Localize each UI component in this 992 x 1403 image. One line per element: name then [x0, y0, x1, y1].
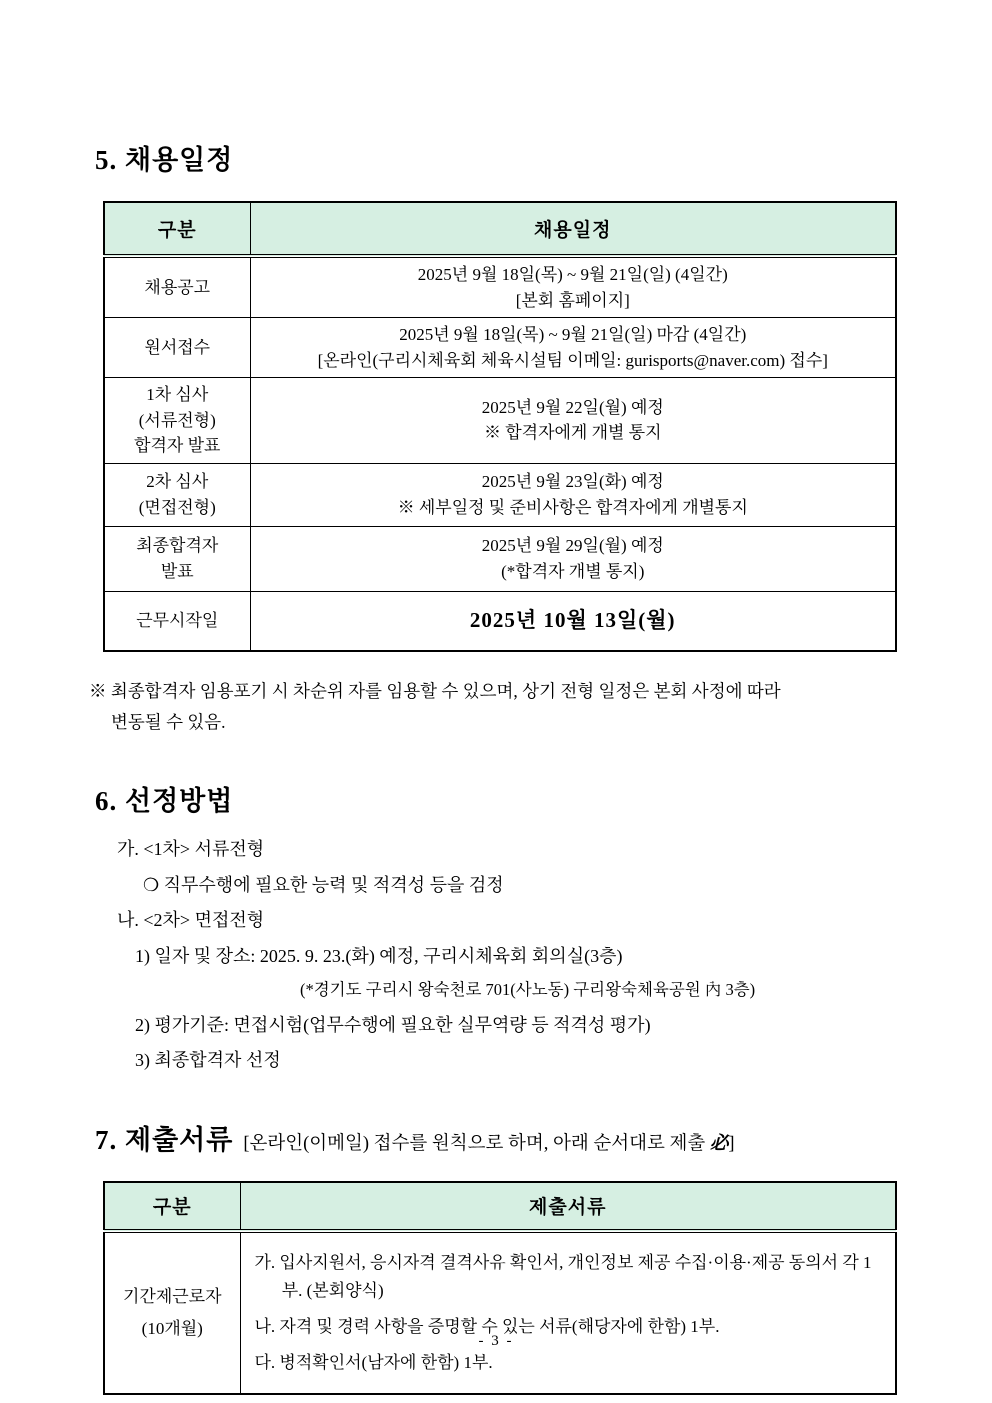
- table-header-row: [104, 202, 896, 256]
- row-label: 원서접수: [104, 318, 250, 378]
- recruitment-schedule-table: [103, 201, 897, 652]
- list-item: ❍ 직무수행에 필요한 능력 및 적격성 등을 검정: [143, 874, 504, 895]
- table-row: [104, 378, 896, 464]
- section6-title: 6. 선정방법: [95, 786, 234, 817]
- row-label: 근무시작일: [104, 591, 250, 651]
- list-item-address: (*경기도 구리시 왕숙천로 701(사노동) 구리왕숙체육공원 內 3층): [300, 980, 756, 1000]
- document-item: 가. 입사지원서, 응시자격 결격사유 확인서, 개인정보 제공 수집·이용·제공 동의서 각 1부. (본회양식): [254, 1252, 872, 1300]
- note-line: 변동될 수 있음.: [111, 711, 226, 732]
- column-header-documents: 제출서류: [240, 1182, 896, 1231]
- table-header-row: [104, 1182, 896, 1231]
- table-row: [104, 1231, 896, 1394]
- row-content: 2025년 9월 23일(화) 예정 ※ 세부일정 및 준비사항은 합격자에게 개별통지: [250, 463, 896, 526]
- table-row: [104, 256, 896, 318]
- section5-title: 5. 채용일정: [95, 145, 234, 175]
- row-label: 기간제근로자 (10개월): [104, 1231, 240, 1394]
- document-item: 나. 자격 및 경력 사항을 증명할 수 있는 서류(해당자에 한함) 1부.: [254, 1316, 720, 1336]
- list-item: 2) 평가기준: 면접시험(업무수행에 필요한 실무역량 등 적격성 평가): [135, 1014, 651, 1035]
- row-label: 2차 심사 (면접전형): [104, 463, 250, 526]
- row-content: 2025년 9월 29일(월) 예정 (*합격자 개별 통지): [250, 526, 896, 591]
- column-header-category: 구분: [104, 202, 250, 256]
- row-content: 2025년 9월 18일(목) ~ 9월 21일(일) 마감 (4일간) [온라인(구리시체육회 체육시설팀 이메일: gurisports@naver.com) 접수]: [250, 318, 896, 378]
- list-item: 3) 최종합격자 선정: [135, 1050, 281, 1071]
- list-item: 1) 일자 및 장소: 2025. 9. 23.(화) 예정, 구리시체육회 회의실(3층): [135, 945, 623, 966]
- column-header-schedule: 채용일정: [250, 202, 896, 256]
- row-label: 1차 심사 (서류전형) 합격자 발표: [104, 378, 250, 464]
- document-item: 다. 병적확인서(남자에 한함) 1부.: [254, 1353, 493, 1373]
- table-row: [104, 526, 896, 591]
- required-mark: 必: [709, 1133, 729, 1154]
- row-label: 채용공고: [104, 256, 250, 318]
- row-content: 2025년 9월 22일(월) 예정 ※ 합격자에게 개별 통지: [250, 378, 896, 464]
- row-content: 2025년 9월 18일(목) ~ 9월 21일(일) (4일간) [본회 홈페이지]: [250, 256, 896, 318]
- section7-title: 7. 제출서류: [95, 1124, 234, 1155]
- row-content: [240, 1231, 896, 1394]
- table-row: [104, 591, 896, 651]
- row-label: 최종합격자 발표: [104, 526, 250, 591]
- table-row: [104, 318, 896, 378]
- work-start-date: 2025년 10월 13일(월): [469, 608, 676, 632]
- section7-heading: [95, 1118, 897, 1157]
- submission-documents-table: [103, 1181, 897, 1395]
- selection-method-list: [95, 838, 897, 1072]
- column-header-category: 구분: [104, 1182, 240, 1231]
- list-item: 가. <1차> 서류전형: [117, 839, 265, 860]
- row-content: [250, 591, 896, 651]
- page-number: - 3 -: [478, 1333, 514, 1349]
- list-item: 나. <2차> 면접전형: [117, 910, 265, 931]
- table-row: [104, 463, 896, 526]
- note-line: ※ 최종합격자 임용포기 시 차순위 자를 임용할 수 있으며, 상기 전형 일정은 본회 사정에 따라: [89, 681, 781, 701]
- schedule-note: [89, 676, 897, 737]
- section7-subtitle: [온라인(이메일) 접수를 원칙으로 하며, 아래 순서대로 제출 必]: [243, 1133, 735, 1154]
